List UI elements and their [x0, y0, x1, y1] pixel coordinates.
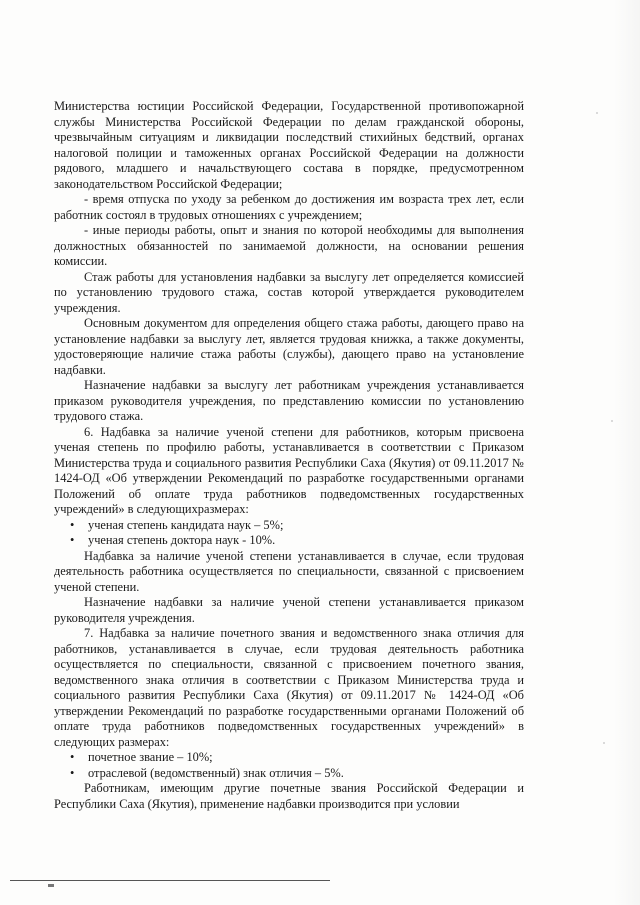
paragraph: - иные периоды работы, опыт и знания по которой необходимы для выполнения должностных обязанностей по занимаемой должности, на основании решения комиссии.: [54, 223, 524, 268]
scan-speck: [611, 420, 613, 422]
paragraph: Работникам, имеющим другие почетные звания Российской Федерации и Республики Саха (Якутия), применение надбавки производится при условии: [54, 781, 524, 811]
paragraph: Министерства юстиции Российской Федерации, Государственной противопожарной службы Министерства Российской Федерации по делам гражданской обороны, чрезвычайным ситуациям и ликвидации последствий стихийных бедствий, органах налоговой полиции и таможенных органах Российской Федерации на должности рядового, младшего и начальствующего состава в порядке, предусмотренном законодательством Российской Федерации;: [54, 99, 524, 191]
bullet-text: отраслевой (ведомственный) знак отличия – 5%.: [88, 765, 344, 780]
paragraph: Надбавка за наличие ученой степени устанавливается в случае, если трудовая деятельность работника осуществляется по специальности, связанной с присвоением ученой степени.: [54, 548, 524, 594]
paragraph: Основным документом для определения общего стажа работы, дающего право на установление надбавки за выслугу лет, является трудовая книжка, а также документы, удостоверяющие наличие стажа работы (службы), дающего право на установление надбавки.: [54, 316, 524, 377]
paragraph: Стаж работы для установления надбавки за выслугу лет определяется комиссией по установлению трудового стажа, состав которой утверждается руководителем учреждения.: [54, 269, 524, 315]
scan-speck: [603, 742, 605, 744]
bullet-text: ученая степень кандидата наук – 5%;: [88, 517, 284, 532]
bullet-item: [54, 518, 524, 534]
bullet-mark: •: [70, 517, 75, 532]
bullet-mark: •: [70, 765, 75, 780]
scan-speck: [596, 112, 598, 114]
paragraph: 6. Надбавка за наличие ученой степени для работников, которым присвоена ученая степень по профилю работы, устанавливается в соответствии с Приказом Министерства труда и социального развития Республики Саха (Якутия) от 09.11.2017 № 1424-ОД «Об утверждении Рекомендаций по разработке государственными органами Положений об оплате труда работников подведомственных государственных учреждений» в следующихразмерах:: [54, 424, 524, 516]
bullet-item: [54, 533, 524, 549]
scan-edge-shading: [614, 0, 640, 905]
bullet-item: [54, 750, 524, 766]
footnote-separator: [10, 880, 330, 881]
bullet-mark: •: [70, 533, 75, 547]
bullet-item: [54, 766, 524, 782]
bullet-mark: •: [70, 750, 75, 764]
bullet-text: ученая степень доктора наук - 10%.: [88, 533, 276, 547]
document-body: [54, 99, 524, 812]
paragraph: Назначение надбавки за выслугу лет работникам учреждения устанавливается приказом руководителя учреждения, по представлению комиссии по установлению трудового стажа.: [54, 378, 524, 423]
footnote-mark: [48, 884, 54, 887]
paragraph: - время отпуска по уходу за ребенком до достижения им возраста трех лет, если работник состоял в трудовых отношениях с учреждением;: [54, 192, 524, 222]
paragraph: 7. Надбавка за наличие почетного звания и ведомственного знака отличия для работников, устанавливается в случае, если трудовая деятельность работника осуществляется по специальности, связанной с присвоением почетного звания, ведомственного знака отличия в соответствии с Приказом Министерства труда и социального развития Республики Саха (Якутия) от 09.11.2017 № 1424-ОД «Об утверждении Рекомендаций по разработке государственными органами Положений об оплате труда работников подведомственных государственных учреждений» в следующих размерах:: [54, 626, 524, 749]
bullet-text: почетное звание – 10%;: [88, 750, 213, 764]
paragraph: Назначение надбавки за наличие ученой степени устанавливается приказом руководителя учреждения.: [54, 595, 524, 625]
